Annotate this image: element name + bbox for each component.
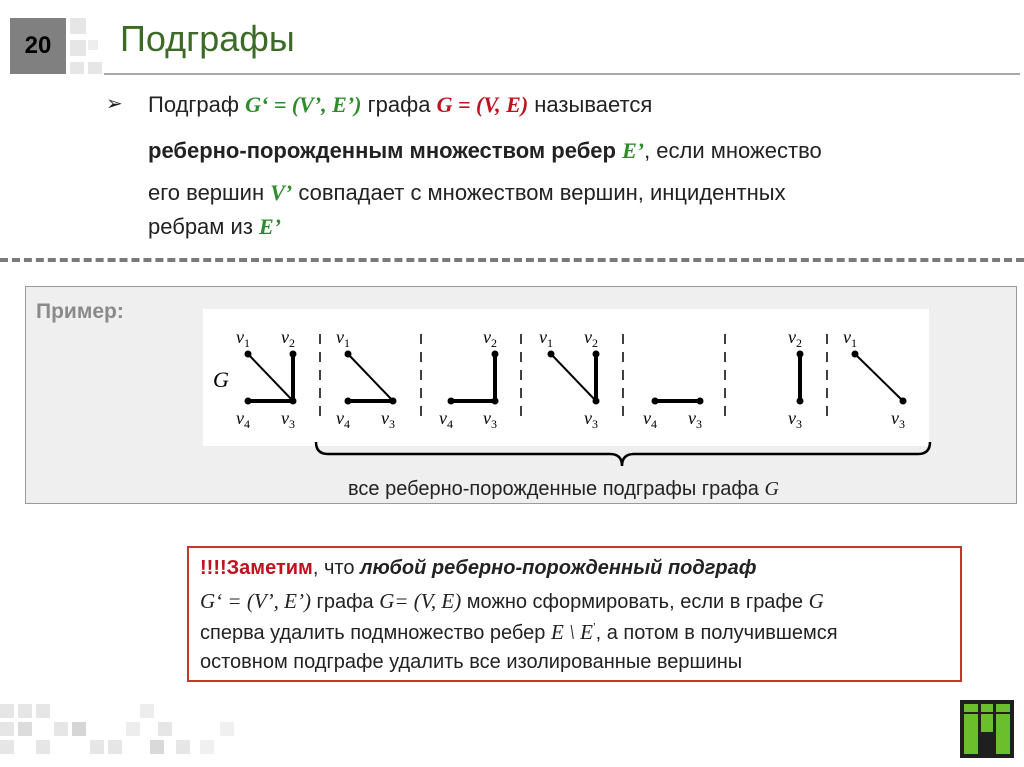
note-line-3: сперва удалить подмножество ребер E \ E’, а потом в получившемся <box>200 620 838 644</box>
svg-text:v1: $v_1$ <box>236 327 250 350</box>
svg-text:v3: $v_3$ <box>688 408 702 431</box>
note-line-2: G‘ = (V’, E’) графа G= (V, E) можно сформировать, если в графе G <box>200 589 824 613</box>
title-divider <box>104 73 1020 75</box>
svg-text:v1: $v_1$ <box>539 327 553 350</box>
svg-text:v2: $v_2$ <box>281 327 295 350</box>
example-caption: все реберно-порожденные подграфы графа G <box>348 478 779 500</box>
example-label: Пример: <box>36 300 124 323</box>
definition-line-2: реберно-порожденным множеством ребер E’, если множество <box>148 138 822 163</box>
svg-text:v3: $v_3$ <box>281 408 295 431</box>
subgraph-1 <box>336 327 397 431</box>
subgraph-4 <box>643 398 704 432</box>
subgraph-5 <box>788 327 804 431</box>
svg-text:v3: $v_3$ <box>381 408 395 431</box>
svg-text:v1: $v_1$ <box>336 327 350 350</box>
svg-text:v4: $v_4$ <box>439 408 453 431</box>
definition-line-1: Подграф G‘ = (V’, E’) графа G = (V, E) называется <box>148 92 653 117</box>
logo-icon <box>960 700 1014 758</box>
definition-line-3: его вершин V’ совпадает с множеством вершин, инцидентных <box>148 180 786 205</box>
subgraph-3 <box>539 327 600 431</box>
svg-text:v2: $v_2$ <box>584 327 598 350</box>
bullet-arrow-icon: ➢ <box>106 93 123 115</box>
subgraphs-diagram <box>203 309 929 446</box>
svg-text:v2: $v_2$ <box>483 327 497 350</box>
svg-text:v4: $v_4$ <box>336 408 350 431</box>
svg-text:v3: $v_3$ <box>788 408 802 431</box>
svg-text:v4: $v_4$ <box>236 408 250 431</box>
svg-text:v1: $v_1$ <box>843 327 857 350</box>
graph-g <box>213 327 297 431</box>
slide-number: 20 <box>10 18 66 74</box>
subgraph-2 <box>439 327 499 431</box>
svg-text:v4: $v_4$ <box>643 408 657 431</box>
brace-icon <box>310 440 935 474</box>
svg-text:v3: $v_3$ <box>483 408 497 431</box>
svg-text:v3: $v_3$ <box>584 408 598 431</box>
note-line-4: остовном подграфе удалить все изолированные вершины <box>200 651 743 673</box>
definition-line-4: ребрам из E’ <box>148 214 282 239</box>
note-line-1: !!!!Заметим, что любой реберно-порожденный подграф <box>200 557 757 579</box>
graph-panel <box>203 309 929 446</box>
separators <box>320 334 827 424</box>
section-divider <box>0 258 1024 262</box>
svg-text:v2: $v_2$ <box>788 327 802 350</box>
graph-g-label: G <box>213 367 229 392</box>
svg-text:v3: $v_3$ <box>891 408 905 431</box>
subgraph-6 <box>843 327 907 431</box>
slide-title: Подграфы <box>120 18 295 59</box>
